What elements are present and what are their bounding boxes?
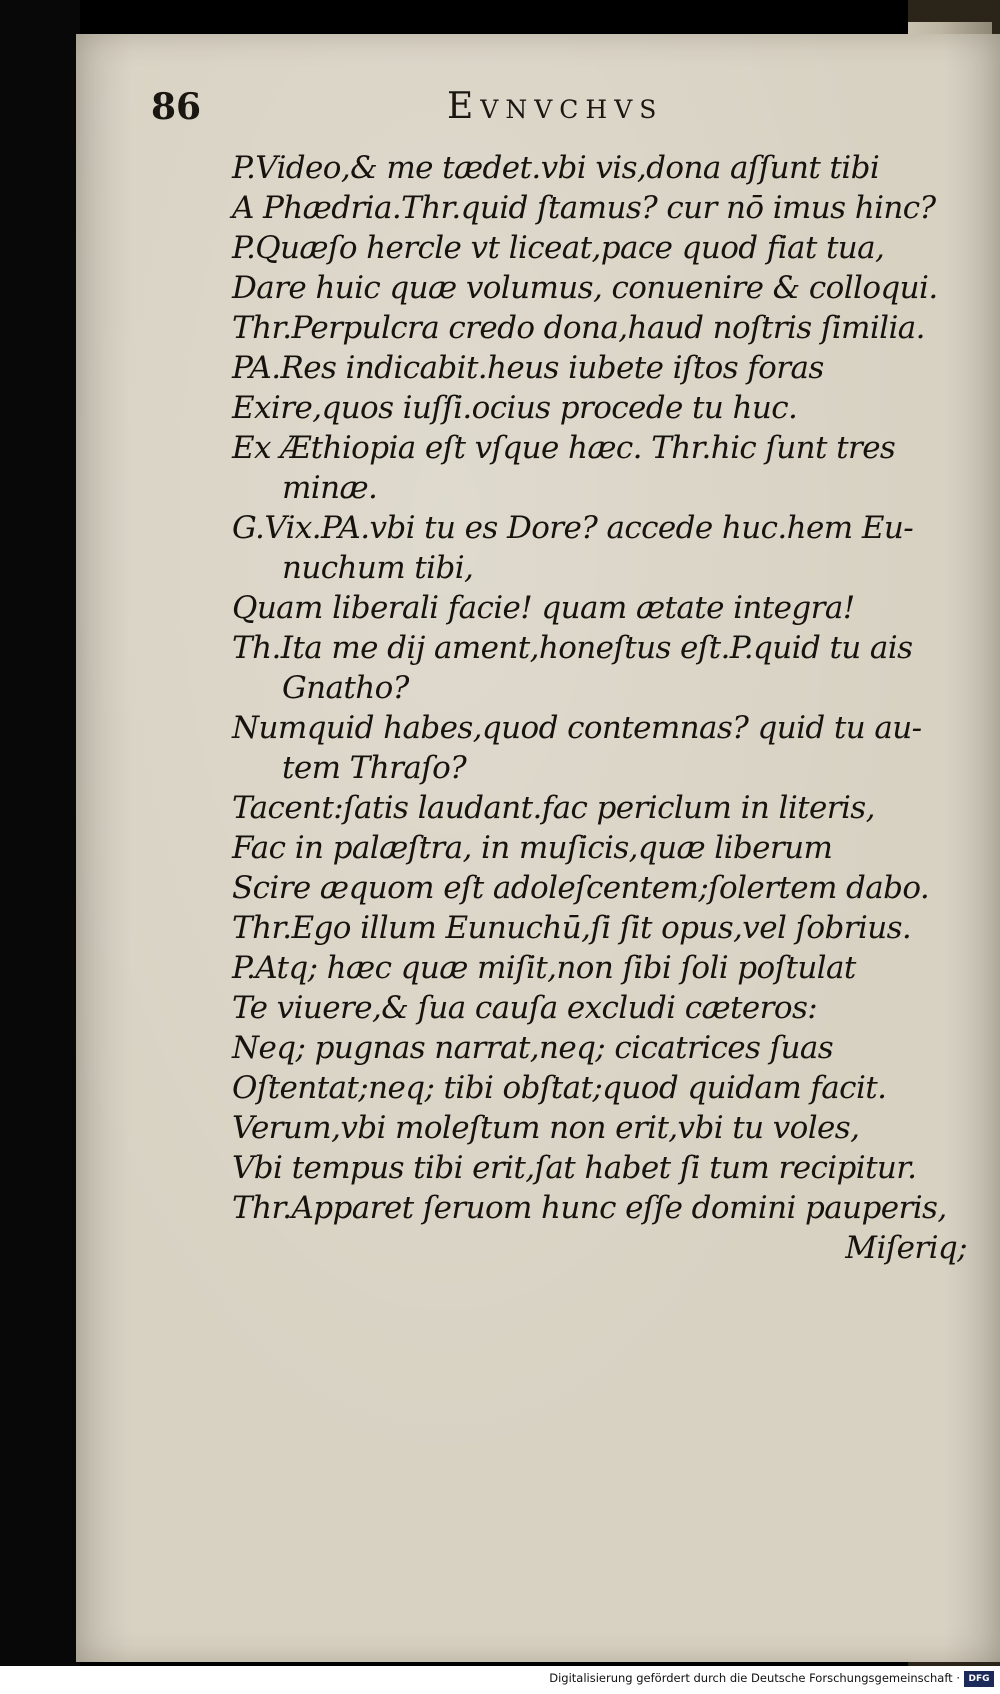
- text-line: P.Atq; hæc quæ miſit,non ſibi ſoli poſtulat: [232, 950, 856, 986]
- text-line: Oſtentat;neq; tibi obſtat;quod quidam facit.: [232, 1070, 887, 1106]
- text-line: Scire æquom eſt adoleſcentem;ſolertem dabo.: [232, 870, 930, 906]
- text-line: Fac in palæſtra, in muſicis,quæ liberum: [232, 830, 833, 866]
- text-line: minæ.: [282, 470, 378, 506]
- text-line: Thr.Ego illum Eunuchū,ſi ſit opus,vel ſobrius.: [232, 910, 912, 946]
- text-line: Neq; pugnas narrat,neq; cicatrices ſuas: [232, 1030, 834, 1066]
- footer-credit: Digitalisierung gefördert durch die Deutsche Forschungsgemeinschaft ·: [549, 1671, 960, 1685]
- page-number: 86: [151, 86, 202, 128]
- dfg-logo-icon: DFG: [964, 1671, 994, 1687]
- text-line: Te viuere,& ſua cauſa excludi cæteros:: [232, 990, 818, 1026]
- scan-background-left: [0, 0, 80, 1694]
- text-line: Thr.Apparet ſeruom hunc eſſe domini pauperis,: [232, 1190, 947, 1226]
- text-line: Quam liberali facie! quam ætate integra!: [232, 590, 855, 626]
- text-line: Th.Ita me dij ament,honeſtus eſt.P.quid tu ais: [232, 630, 913, 666]
- text-line: Numquid habes,quod contemnas? quid tu au-: [232, 710, 922, 746]
- text-line: Thr.Perpulcra credo dona,haud noſtris ſimilia.: [232, 310, 925, 346]
- running-title: Evnvchvs: [447, 86, 664, 127]
- text-line: Exire,quos iuſſi.ocius procede tu huc.: [232, 390, 798, 426]
- text-line: Dare huic quæ volumus, conuenire & colloqui.: [232, 270, 938, 306]
- text-line: Vbi tempus tibi erit,ſat habet ſi tum recipitur.: [232, 1150, 917, 1186]
- text-line: Ex Æthiopia eſt vſque hæc. Thr.hic ſunt tres: [232, 430, 896, 466]
- verse-text: [232, 148, 977, 1268]
- page-header: [151, 86, 851, 142]
- digitization-footer: [0, 1666, 1000, 1694]
- text-line: P.Quæſo hercle vt liceat,pace quod fiat tua,: [232, 230, 885, 266]
- text-line: Verum,vbi moleſtum non erit,vbi tu voles,: [232, 1110, 860, 1146]
- catchword: Miſeriq;: [845, 1230, 967, 1266]
- text-line: PA.Res indicabit.heus iubete iſtos foras: [232, 350, 824, 386]
- text-line: P.Video,& me tædet.vbi vis,dona aſſunt tibi: [232, 150, 880, 186]
- text-line: Gnatho?: [282, 670, 409, 706]
- text-line: Tacent:ſatis laudant.fac periclum in literis,: [232, 790, 875, 826]
- text-line: nuchum tibi,: [282, 550, 474, 586]
- text-line: A Phædria.Thr.quid ſtamus? cur nō imus hinc?: [232, 190, 936, 226]
- text-line: tem Thraſo?: [282, 750, 467, 786]
- text-line: G.Vix.PA.vbi tu es Dore? accede huc.hem Eu-: [232, 510, 914, 546]
